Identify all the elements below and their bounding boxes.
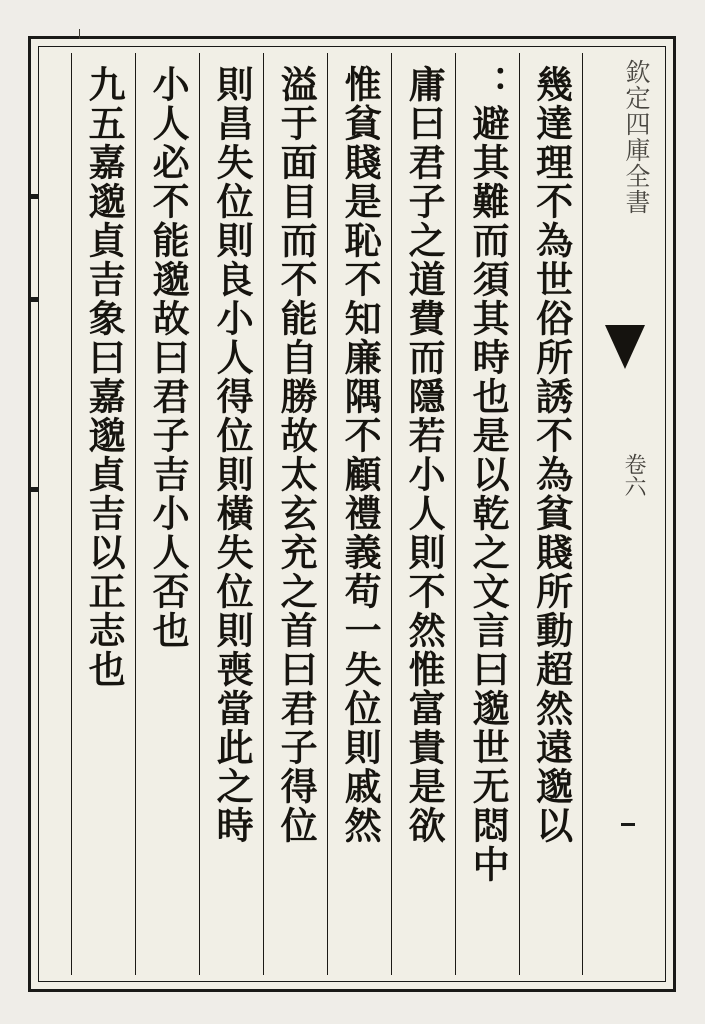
text-column	[519, 53, 583, 975]
book-title: 欽定四庫全書	[622, 59, 651, 215]
fish-tail-ornament	[605, 325, 645, 369]
column-text: 幾達理不為世俗所誘不為貧賤所動超然遠邈以	[529, 65, 574, 845]
text-column	[135, 53, 199, 975]
binding-mark-2	[28, 297, 38, 302]
column-text: 九五嘉邈貞吉象曰嘉邈貞吉以正志也	[82, 65, 127, 689]
volume-label: 卷六	[621, 453, 646, 497]
top-center-tick	[79, 29, 80, 39]
page-border-outer	[28, 36, 676, 992]
text-block	[47, 53, 583, 975]
text-column	[71, 53, 135, 975]
column-text: ：避其難而須其時也是以乾之文言曰邈世无悶中	[466, 65, 511, 884]
binding-mark-1	[28, 194, 38, 199]
text-column	[327, 53, 391, 975]
binding-mark-3	[28, 487, 38, 492]
page-margin-column	[587, 53, 661, 975]
margin-rule-mark	[621, 823, 635, 826]
text-column	[263, 53, 327, 975]
text-column	[199, 53, 263, 975]
column-text: 小人必不能邈故曰君子吉小人否也	[146, 65, 191, 650]
text-column	[391, 53, 455, 975]
column-text: 溢于面目而不能自勝故太玄充之首曰君子得位	[274, 65, 319, 845]
column-text: 惟貧賤是恥不知廉隅不顧禮義苟一失位則戚然	[338, 65, 383, 845]
column-text: 則昌失位則良小人得位則橫失位則喪當此之時	[210, 65, 255, 845]
text-column	[455, 53, 519, 975]
column-text: 庸曰君子之道費而隱若小人則不然惟富貴是欲	[402, 65, 447, 845]
